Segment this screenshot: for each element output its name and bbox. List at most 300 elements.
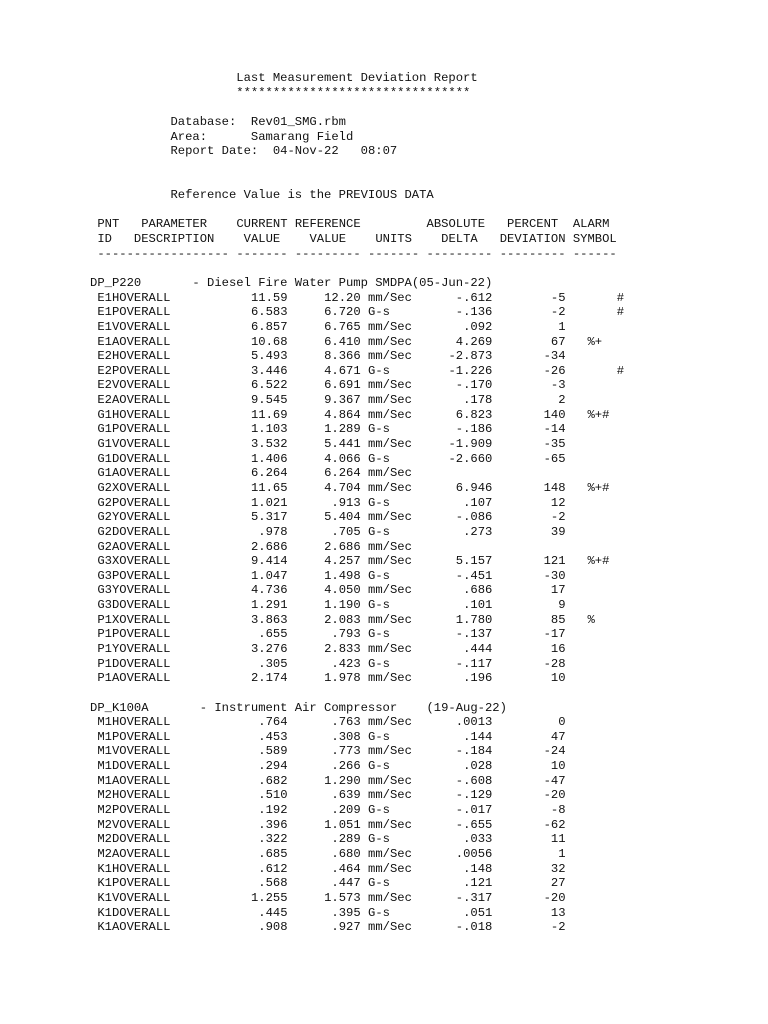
alarm-symbol: # <box>616 305 625 320</box>
current-value: .510 <box>258 788 288 803</box>
group-description: - Instrument Air Compressor <box>199 700 398 715</box>
absolute-delta: .101 <box>463 598 493 613</box>
current-value: 9.545 <box>250 393 288 408</box>
parameter-description: OVERALL <box>119 393 171 408</box>
current-value: 3.446 <box>250 363 288 378</box>
absolute-delta: -.129 <box>455 788 493 803</box>
units: mm/Sec <box>368 671 412 686</box>
deviation-report <box>90 71 624 949</box>
point-id: M2A <box>97 846 120 861</box>
parameter-description: OVERALL <box>119 817 171 832</box>
units: G-s <box>368 451 390 466</box>
database-line <box>90 115 624 130</box>
units: G-s <box>368 627 390 642</box>
column-header-1: CURRENT <box>236 217 288 232</box>
absolute-delta: .144 <box>463 729 493 744</box>
absolute-delta: -.186 <box>455 422 493 437</box>
alarm-symbol: # <box>616 363 625 378</box>
percent-deviation: 11 <box>550 832 566 847</box>
parameter-description: OVERALL <box>119 539 171 554</box>
units: G-s <box>368 729 390 744</box>
reference-value: 1.573 <box>324 890 361 905</box>
column-header-1: ALARM <box>572 217 610 232</box>
point-id: E2A <box>97 393 120 408</box>
absolute-delta: .686 <box>463 583 493 598</box>
point-id: K1H <box>97 861 120 876</box>
percent-deviation: -65 <box>543 451 566 466</box>
reference-value: 2.833 <box>324 641 361 656</box>
current-value: .685 <box>258 846 288 861</box>
reference-value: .705 <box>331 524 361 539</box>
percent-deviation: 148 <box>543 480 566 495</box>
column-header-2: VALUE <box>309 232 347 247</box>
parameter-description: OVERALL <box>119 920 171 935</box>
report-date-label: Report Date: <box>170 144 259 159</box>
column-header-1: ABSOLUTE <box>426 217 486 232</box>
absolute-delta: .196 <box>463 671 493 686</box>
reference-value: .423 <box>331 656 361 671</box>
column-header-2: ID <box>97 232 112 247</box>
column-rule: --------------- <box>119 246 229 261</box>
reference-value: 6.720 <box>324 305 361 320</box>
blank-line <box>90 159 624 174</box>
current-value: 1.255 <box>250 890 288 905</box>
parameter-description: OVERALL <box>119 495 171 510</box>
column-header-2: SYMBOL <box>572 232 617 247</box>
current-value: 1.021 <box>250 495 288 510</box>
table-row <box>90 393 624 408</box>
group-date: (05-Jun-22) <box>411 275 493 290</box>
reference-value: 8.366 <box>324 349 361 364</box>
absolute-delta: .178 <box>463 393 493 408</box>
point-id: K1A <box>97 920 120 935</box>
units: G-s <box>368 876 390 891</box>
absolute-delta: -.317 <box>455 890 493 905</box>
current-value: 9.414 <box>250 554 288 569</box>
current-value: 5.317 <box>250 510 288 525</box>
units: G-s <box>368 422 390 437</box>
table-row <box>90 437 624 452</box>
current-value: .445 <box>258 905 288 920</box>
blank-line <box>90 173 624 188</box>
absolute-delta: .121 <box>463 876 493 891</box>
units: mm/Sec <box>368 393 412 408</box>
reference-value: 1.290 <box>324 773 361 788</box>
absolute-delta: 6.946 <box>455 480 493 495</box>
reference-value: 6.765 <box>324 319 361 334</box>
table-row <box>90 759 624 774</box>
reference-value: .289 <box>331 832 361 847</box>
table-row <box>90 496 624 511</box>
percent-deviation: 1 <box>558 319 566 334</box>
absolute-delta: -.655 <box>455 817 493 832</box>
reference-value: .308 <box>331 729 361 744</box>
percent-deviation: 39 <box>550 524 566 539</box>
report-title-text: Last Measurement Deviation Report <box>236 71 478 85</box>
current-value: .192 <box>258 803 288 818</box>
table-row <box>90 378 624 393</box>
report-title-underline <box>90 86 624 101</box>
absolute-delta: 4.269 <box>455 334 493 349</box>
reference-value: .913 <box>331 495 361 510</box>
point-id: M1H <box>97 715 120 730</box>
group-date: (19-Aug-22) <box>426 700 507 715</box>
percent-deviation: -2 <box>550 510 566 525</box>
absolute-delta: -.184 <box>455 744 493 759</box>
units: G-s <box>368 656 390 671</box>
parameter-description: OVERALL <box>119 627 171 642</box>
absolute-delta: .0013 <box>455 715 493 730</box>
reference-value: 5.404 <box>324 510 361 525</box>
percent-deviation: -35 <box>543 437 566 452</box>
parameter-description: OVERALL <box>119 773 171 788</box>
units: mm/Sec <box>368 349 412 364</box>
point-id: G2X <box>97 480 120 495</box>
blank-line <box>90 935 624 950</box>
reference-value: .763 <box>331 715 361 730</box>
parameter-description: OVERALL <box>119 466 171 481</box>
absolute-delta: -2.873 <box>448 349 493 364</box>
percent-deviation: -62 <box>543 817 566 832</box>
percent-deviation: -3 <box>550 378 566 393</box>
parameter-description: OVERALL <box>119 788 171 803</box>
blank-line <box>90 100 624 115</box>
table-row <box>90 466 624 481</box>
current-value: .612 <box>258 861 288 876</box>
parameter-description: OVERALL <box>119 671 171 686</box>
report-time-value: 08:07 <box>360 144 398 159</box>
point-id: P1P <box>97 627 120 642</box>
current-value: 11.59 <box>250 290 288 305</box>
table-row <box>90 715 624 730</box>
parameter-description: OVERALL <box>119 759 171 774</box>
units: mm/Sec <box>368 846 412 861</box>
table-row <box>90 671 624 686</box>
current-value: 2.686 <box>250 539 288 554</box>
column-rule: --------- <box>294 246 361 261</box>
table-row <box>90 510 624 525</box>
point-id: G1P <box>97 422 120 437</box>
point-id: G2Y <box>97 510 120 525</box>
parameter-description: OVERALL <box>119 363 171 378</box>
table-row <box>90 818 624 833</box>
table-row <box>90 422 624 437</box>
table-row <box>90 657 624 672</box>
percent-deviation: 16 <box>550 641 566 656</box>
reference-value: .395 <box>331 905 361 920</box>
units: mm/Sec <box>368 715 412 730</box>
current-value: 6.264 <box>250 466 288 481</box>
reference-value: 1.978 <box>324 671 361 686</box>
column-header-2: DELTA <box>441 232 478 247</box>
percent-deviation: -20 <box>543 890 566 905</box>
point-id: E2P <box>97 363 120 378</box>
reference-value: 1.190 <box>324 598 361 613</box>
units: G-s <box>368 363 390 378</box>
table-row <box>90 920 624 935</box>
table-row <box>90 320 624 335</box>
point-id: E2H <box>97 349 120 364</box>
units: mm/Sec <box>368 290 412 305</box>
current-value: 5.493 <box>250 349 288 364</box>
absolute-delta: .0056 <box>455 846 493 861</box>
units: mm/Sec <box>368 437 412 452</box>
column-rule: --------- <box>426 246 493 261</box>
current-value: 6.522 <box>250 378 288 393</box>
percent-deviation: 121 <box>543 554 566 569</box>
percent-deviation: -2 <box>550 305 566 320</box>
parameter-description: OVERALL <box>119 890 171 905</box>
parameter-description: OVERALL <box>119 480 171 495</box>
units: G-s <box>368 524 390 539</box>
table-row <box>90 569 624 584</box>
parameter-description: OVERALL <box>119 334 171 349</box>
point-id: M1P <box>97 729 120 744</box>
reference-value: .639 <box>331 788 361 803</box>
table-row <box>90 452 624 467</box>
absolute-delta: -1.226 <box>448 363 493 378</box>
units: mm/Sec <box>368 817 412 832</box>
reference-value: .447 <box>331 876 361 891</box>
parameter-description: OVERALL <box>119 846 171 861</box>
point-id: G3X <box>97 554 120 569</box>
parameter-description: OVERALL <box>119 715 171 730</box>
reference-value: .209 <box>331 803 361 818</box>
table-row <box>90 862 624 877</box>
parameter-description: OVERALL <box>119 568 171 583</box>
percent-deviation: 140 <box>543 407 566 422</box>
percent-deviation: -26 <box>543 363 566 378</box>
absolute-delta: .444 <box>463 641 493 656</box>
blank-line <box>90 203 624 218</box>
reference-value: .927 <box>331 920 361 935</box>
table-row <box>90 305 624 320</box>
reference-value: 2.083 <box>324 612 361 627</box>
column-header-2: VALUE <box>243 232 281 247</box>
current-value: 4.736 <box>250 583 288 598</box>
reference-value: 6.410 <box>324 334 361 349</box>
reference-value: 1.051 <box>324 817 361 832</box>
parameter-description: OVERALL <box>119 744 171 759</box>
reference-value: 6.691 <box>324 378 361 393</box>
reference-value: 4.050 <box>324 583 361 598</box>
point-id: M2P <box>97 803 120 818</box>
current-value: 3.863 <box>250 612 288 627</box>
table-row <box>90 906 624 921</box>
current-value: .396 <box>258 817 288 832</box>
report-date-line <box>90 144 624 159</box>
parameter-description: OVERALL <box>119 583 171 598</box>
percent-deviation: -24 <box>543 744 566 759</box>
absolute-delta: 1.780 <box>455 612 493 627</box>
column-rule: --- <box>97 246 120 261</box>
units: mm/Sec <box>368 510 412 525</box>
column-header-2: DESCRIPTION <box>133 232 215 247</box>
table-row <box>90 408 624 423</box>
alarm-symbol: %+# <box>587 554 610 569</box>
point-id: P1A <box>97 671 120 686</box>
units: G-s <box>368 803 390 818</box>
table-row <box>90 847 624 862</box>
column-rule: --------- <box>499 246 566 261</box>
area-line <box>90 130 624 145</box>
parameter-description: OVERALL <box>119 524 171 539</box>
units: G-s <box>368 305 390 320</box>
reference-value: 4.066 <box>324 451 361 466</box>
report-date-value: 04-Nov-22 <box>272 144 339 159</box>
parameter-description: OVERALL <box>119 861 171 876</box>
current-value: .764 <box>258 715 288 730</box>
percent-deviation: 2 <box>558 393 566 408</box>
point-id: E2V <box>97 378 120 393</box>
percent-deviation: 17 <box>550 583 566 598</box>
percent-deviation: 10 <box>550 759 566 774</box>
percent-deviation: -17 <box>543 627 566 642</box>
database-label: Database: <box>170 114 237 129</box>
parameter-description: OVERALL <box>119 349 171 364</box>
reference-value: 12.20 <box>324 290 361 305</box>
point-id: P1X <box>97 612 120 627</box>
table-row <box>90 730 624 745</box>
percent-deviation: 9 <box>558 598 566 613</box>
units: mm/Sec <box>368 773 412 788</box>
absolute-delta: 5.157 <box>455 554 493 569</box>
units: G-s <box>368 495 390 510</box>
current-value: 11.65 <box>250 480 288 495</box>
column-header-row-1 <box>90 217 624 232</box>
column-rule: ------ <box>572 246 617 261</box>
units: mm/Sec <box>368 334 412 349</box>
table-row <box>90 364 624 379</box>
parameter-description: OVERALL <box>119 305 171 320</box>
absolute-delta: -.451 <box>455 568 493 583</box>
units: mm/Sec <box>368 920 412 935</box>
reference-note <box>90 188 624 203</box>
current-value: 6.583 <box>250 305 288 320</box>
parameter-description: OVERALL <box>119 407 171 422</box>
parameter-description: OVERALL <box>119 378 171 393</box>
units: mm/Sec <box>368 480 412 495</box>
table-row <box>90 876 624 891</box>
current-value: 1.103 <box>250 422 288 437</box>
percent-deviation: -14 <box>543 422 566 437</box>
current-value: 1.406 <box>250 451 288 466</box>
point-id: G2A <box>97 539 120 554</box>
units: mm/Sec <box>368 583 412 598</box>
parameter-description: OVERALL <box>119 319 171 334</box>
reference-value: 4.864 <box>324 407 361 422</box>
parameter-description: OVERALL <box>119 422 171 437</box>
point-id: K1P <box>97 876 120 891</box>
point-id: M1V <box>97 744 120 759</box>
percent-deviation: -28 <box>543 656 566 671</box>
point-id: G3D <box>97 598 120 613</box>
point-id: G2P <box>97 495 120 510</box>
alarm-symbol: % <box>587 612 595 627</box>
parameter-description: OVERALL <box>119 554 171 569</box>
parameter-description: OVERALL <box>119 656 171 671</box>
absolute-delta: -.117 <box>455 656 493 671</box>
absolute-delta: .028 <box>463 759 493 774</box>
point-id: M2D <box>97 832 120 847</box>
percent-deviation: 10 <box>550 671 566 686</box>
percent-deviation: -8 <box>550 803 566 818</box>
table-row <box>90 613 624 628</box>
point-id: G1A <box>97 466 120 481</box>
percent-deviation: 12 <box>550 495 566 510</box>
table-row <box>90 832 624 847</box>
absolute-delta: -.170 <box>455 378 493 393</box>
point-id: M1A <box>97 773 120 788</box>
point-id: E1H <box>97 290 120 305</box>
table-row <box>90 335 624 350</box>
units: mm/Sec <box>368 788 412 803</box>
current-value: .568 <box>258 876 288 891</box>
current-value: .908 <box>258 920 288 935</box>
units: mm/Sec <box>368 378 412 393</box>
percent-deviation: -2 <box>550 920 566 935</box>
reference-value: .266 <box>331 759 361 774</box>
table-row <box>90 642 624 657</box>
units: mm/Sec <box>368 407 412 422</box>
current-value: .682 <box>258 773 288 788</box>
table-row <box>90 598 624 613</box>
reference-value: 1.289 <box>324 422 361 437</box>
reference-value: 1.498 <box>324 568 361 583</box>
percent-deviation: -30 <box>543 568 566 583</box>
group-id: DP_P220 <box>90 275 142 290</box>
percent-deviation: 27 <box>550 876 566 891</box>
percent-deviation: -34 <box>543 349 566 364</box>
table-row <box>90 291 624 306</box>
parameter-description: OVERALL <box>119 437 171 452</box>
reference-value: .793 <box>331 627 361 642</box>
point-id: E1P <box>97 305 120 320</box>
units: G-s <box>368 832 390 847</box>
reference-value: 4.257 <box>324 554 361 569</box>
alarm-symbol: %+# <box>587 480 610 495</box>
reference-value: 2.686 <box>324 539 361 554</box>
table-row <box>90 774 624 789</box>
column-header-1: REFERENCE <box>294 217 361 232</box>
table-row <box>90 744 624 759</box>
reference-value: 5.441 <box>324 437 361 452</box>
percent-deviation: 47 <box>550 729 566 744</box>
absolute-delta: -.137 <box>455 627 493 642</box>
column-header-1: PNT <box>97 217 120 232</box>
units: mm/Sec <box>368 319 412 334</box>
table-row <box>90 627 624 642</box>
units: G-s <box>368 598 390 613</box>
current-value: .978 <box>258 524 288 539</box>
table-row <box>90 540 624 555</box>
absolute-delta: -.608 <box>455 773 493 788</box>
reference-value: 9.367 <box>324 393 361 408</box>
table-row <box>90 481 624 496</box>
column-header-row-2 <box>90 232 624 247</box>
table-row <box>90 349 624 364</box>
point-id: G3Y <box>97 583 120 598</box>
percent-deviation: 67 <box>550 334 566 349</box>
percent-deviation: 0 <box>558 715 566 730</box>
current-value: 1.291 <box>250 598 288 613</box>
column-header-1: PARAMETER <box>141 217 208 232</box>
group-header <box>90 701 624 716</box>
absolute-delta: .148 <box>463 861 493 876</box>
units: G-s <box>368 905 390 920</box>
point-id: M2H <box>97 788 120 803</box>
current-value: .453 <box>258 729 288 744</box>
